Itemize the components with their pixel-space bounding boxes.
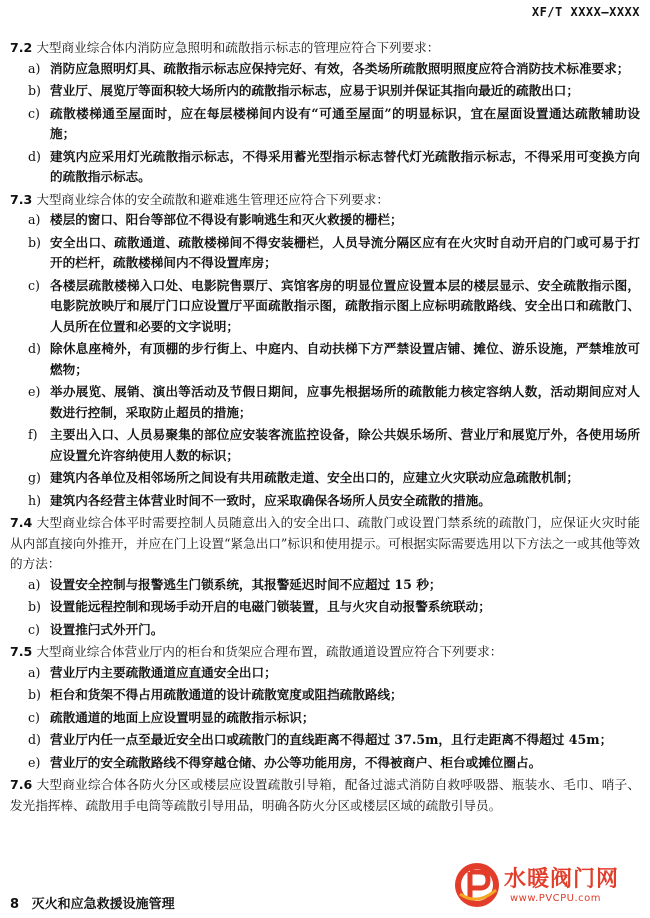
list-marker: d): [28, 341, 41, 356]
list-item: [10, 753, 640, 774]
clause-text: 大型商业综合体平时需要控制人员随意出入的安全出口、疏散门或设置门禁系统的疏散门，应保证火灾时能从内部直接向外推开，并应在门上设置“紧急出口”标识和使用提示。可根据实际需要选用以下方法之一或其他等效的方法：: [10, 515, 640, 571]
list-item-text: 设置能远程控制和现场手动开启的电磁门锁装置，且与火灾自动报警系统联动；: [50, 599, 491, 614]
list-marker: b): [28, 687, 41, 702]
list-item: [10, 81, 640, 102]
clause-number: 7.2: [10, 40, 33, 55]
clause-7-6: [10, 775, 640, 816]
clause-text: 大型商业综合体的安全疏散和避难逃生管理还应符合下列要求：: [36, 191, 389, 207]
list-item-text: 柜台和货架不得占用疏散通道的设计疏散宽度或阻挡疏散路线；: [50, 687, 403, 702]
list-marker: c): [28, 277, 40, 293]
list-item-text: 建筑内各经营主体营业时间不一致时，应采取确保各场所人员安全疏散的措施。: [50, 492, 491, 508]
list-item-text: 营业厅的安全疏散路线不得穿越仓储、办公等功能用房，不得被商户、柜台或摊位圈占。: [50, 754, 542, 770]
clause-text: 大型商业综合体内消防应急照明和疏散指示标志的管理应符合下列要求：: [36, 40, 440, 55]
list-item-text: 主要出入口、人员易聚集的部位应安装客流监控设备，除公共娱乐场所、营业厅和展览厅外，各使用场所应设置允许容纳使用人数的标识；: [50, 427, 640, 463]
list-marker: c): [28, 709, 40, 725]
site-watermark: [452, 860, 642, 912]
list-item: [10, 685, 640, 706]
list-marker: g): [28, 470, 41, 485]
list-item: [10, 575, 640, 596]
chapter-title: 灭火和应急救援设施管理: [31, 897, 175, 912]
list-marker: f): [28, 427, 38, 442]
list-item: [10, 425, 640, 466]
list-item-text: 消防应急照明灯具、疏散指示标志应保持完好、有效，各类场所疏散照明照度应符合消防技术标准要求；: [50, 60, 630, 76]
list-item-text: 设置安全控制与报警逃生门锁系统，其报警延迟时间不应超过 15 秒；: [50, 576, 442, 592]
list-item: [10, 620, 640, 641]
list-marker: h): [28, 492, 42, 508]
list-item: [10, 468, 640, 489]
list-item-text: 除休息座椅外，有顶棚的步行街上、中庭内、自动扶梯下方严禁设置店铺、摊位、游乐设施，严禁堆放可燃物；: [50, 341, 640, 377]
clause-number: 7.5: [10, 644, 33, 659]
list-item: [10, 210, 640, 231]
list-item: [10, 147, 640, 188]
watermark-logo-icon: [452, 860, 502, 910]
list-item-text: 营业厅内主要疏散通道应直通安全出口；: [50, 664, 277, 680]
list-marker: a): [28, 212, 41, 227]
clause-7-3: [10, 190, 640, 211]
list-marker: d): [28, 148, 41, 164]
list-marker: a): [28, 576, 41, 592]
clause-text: 大型商业综合体营业厅内的柜台和货架应合理布置，疏散通道设置应符合下列要求：: [36, 644, 503, 659]
list-item-text: 建筑内各单位及相邻场所之间设有共用疏散走道、安全出口的，应建立火灾联动应急疏散机制；: [50, 470, 579, 485]
chapter-number: 8: [10, 897, 20, 912]
list-item: [10, 597, 640, 618]
list-item: [10, 663, 640, 684]
list-item: [10, 708, 640, 729]
chapter-heading: [10, 893, 175, 912]
list-item-text: 举办展览、展销、演出等活动及节假日期间，应事先根据场所的疏散能力核定容纳人数，活动期间应对人数进行控制，采取防止超员的措施；: [50, 384, 640, 420]
list-marker: e): [28, 754, 41, 770]
list-marker: e): [28, 384, 41, 399]
list-marker: a): [28, 664, 41, 680]
clause-text: 大型商业综合体各防火分区或楼层应设置疏散引导箱，配备过滤式消防自救呼吸器、瓶装水、毛巾、哨子、发光指挥棒、疏散用手电筒等疏散引导用品，明确各防火分区或楼层区域的疏散引导员。: [10, 777, 640, 813]
list-marker: c): [28, 105, 40, 121]
list-marker: a): [28, 60, 41, 76]
document-code: XF/T XXXX—XXXX: [531, 5, 640, 19]
list-item: [10, 382, 640, 423]
clause-7-5: [10, 642, 640, 663]
list-item-text: 设置推闩式外开门。: [50, 621, 164, 637]
list-item: [10, 730, 640, 751]
clause-7-4: [10, 513, 640, 575]
list-item-text: 营业厅、展览厅等面积较大场所内的疏散指示标志，应易于识别并保证其指向最近的疏散出口；: [50, 83, 579, 98]
list-item-text: 各楼层疏散楼梯入口处、电影院售票厅、宾馆客房的明显位置应设置本层的楼层显示、安全疏散指示图，电影院放映厅和展厅门口应设置厅平面疏散指示图，疏散指示图上应标明疏散路线、安全出口和疏散门、人员所在位置和必要的文字说明；: [50, 277, 640, 334]
watermark-url: www.PVCPU.com: [510, 893, 602, 904]
list-marker: b): [28, 234, 41, 250]
list-item: [10, 233, 640, 274]
list-marker: d): [28, 732, 41, 747]
list-item-text: 建筑内应采用灯光疏散指示标志，不得采用蓄光型指示标志替代灯光疏散指示标志，不得采用可变换方向的疏散指示标志。: [50, 148, 640, 184]
list-marker: b): [28, 83, 41, 98]
list-marker: b): [28, 599, 41, 614]
list-item: [10, 276, 640, 338]
clause-number: 7.4: [10, 515, 33, 530]
clause-7-2: [10, 38, 640, 59]
list-item: [10, 104, 640, 145]
list-item: [10, 491, 640, 512]
list-item-text: 安全出口、疏散通道、疏散楼梯间不得安装栅栏，人员导流分隔区应有在火灾时自动开启的门或可易于打开的栏杆，疏散楼梯间内不得设置库房；: [50, 234, 640, 270]
clause-number: 7.6: [10, 777, 33, 792]
list-item-text: 疏散通道的地面上应设置明显的疏散指示标识；: [50, 709, 315, 725]
list-item-text: 营业厅内任一点至最近安全出口或疏散门的直线距离不得超过 37.5m，且行走距离不得超过 45m；: [50, 732, 613, 747]
list-marker: c): [28, 621, 40, 637]
watermark-title: 水暖阀门网: [504, 867, 620, 892]
clause-number: 7.3: [10, 191, 33, 207]
list-item-text: 疏散楼梯通至屋面时，应在每层楼梯间内设有“可通至屋面”的明显标识，宜在屋面设置通达疏散辅助设施；: [50, 105, 640, 141]
list-item-text: 楼层的窗口、阳台等部位不得设有影响逃生和灭火救援的栅栏；: [50, 212, 403, 227]
list-item: [10, 59, 640, 80]
document-body: [10, 38, 640, 816]
list-item: [10, 339, 640, 380]
